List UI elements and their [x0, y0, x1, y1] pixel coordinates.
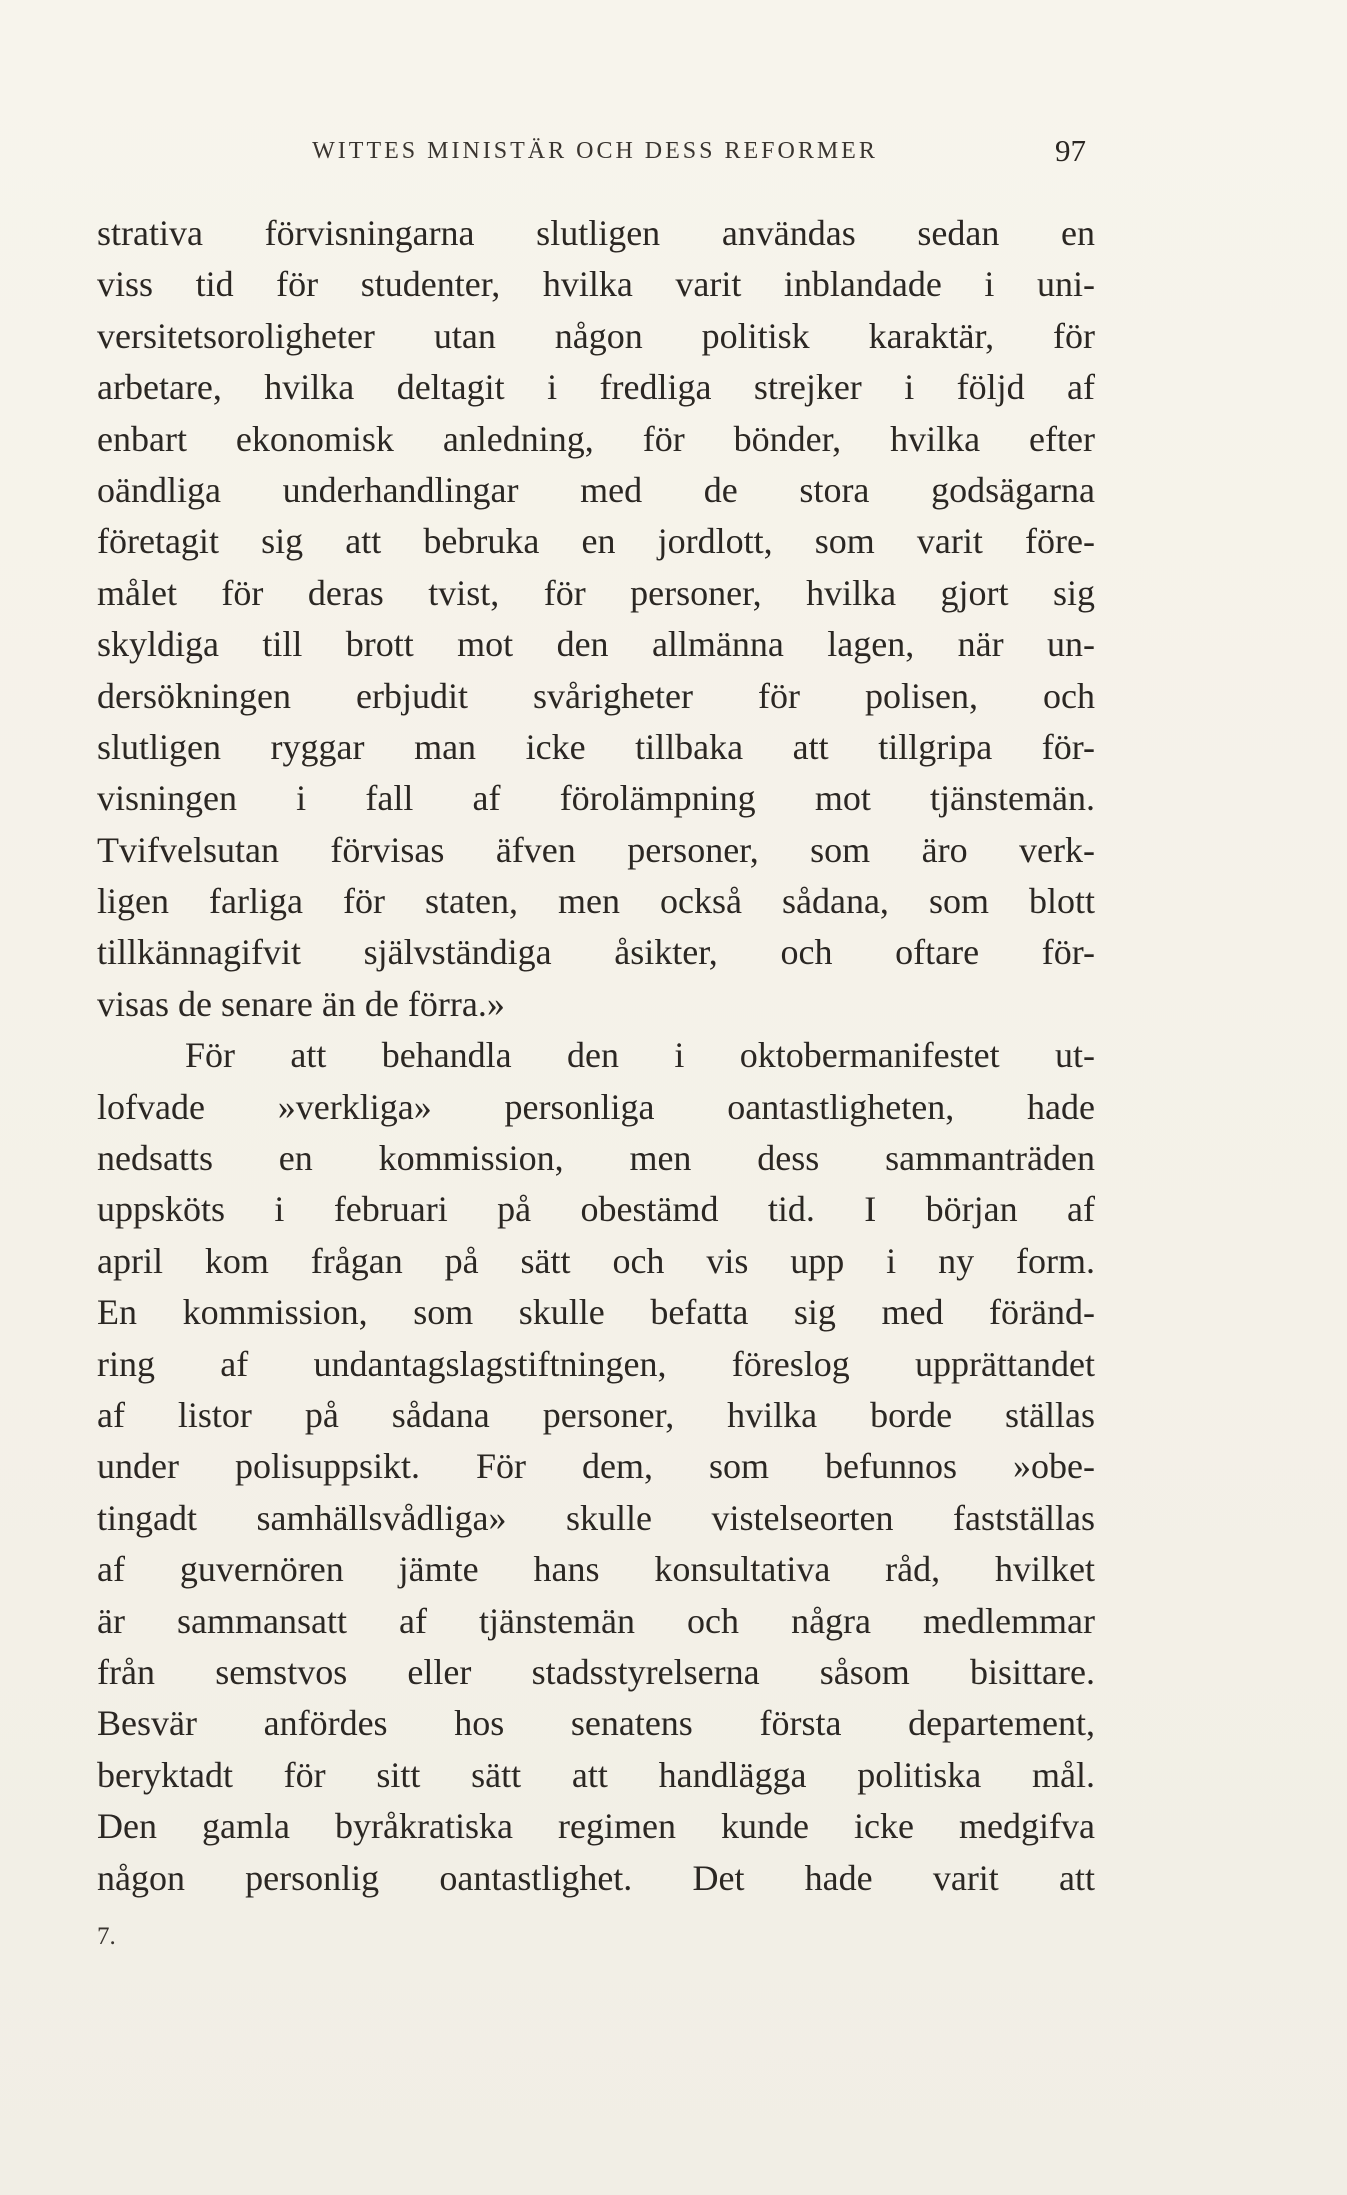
text-line: Besvär anfördes hos senatens första departement, — [97, 1703, 1095, 1744]
text-line: af guvernören jämte hans konsultativa råd, hvilket — [97, 1549, 1095, 1590]
text-line: målet för deras tvist, för personer, hvilka gjort sig — [97, 572, 1095, 613]
text-line: arbetare, hvilka deltagit i fredliga strejker i följd af — [97, 367, 1095, 408]
text-line: april kom frågan på sätt och vis upp i ny form. — [97, 1240, 1095, 1281]
text-line: skyldiga till brott mot den allmänna lagen, när un- — [97, 624, 1095, 665]
text-line: uppsköts i februari på obestämd tid. I början af — [97, 1189, 1095, 1230]
text-line: ring af undantagslagstiftningen, föreslog upprättandet — [97, 1343, 1095, 1384]
text-line: ligen farliga för staten, men också sådana, som blott — [97, 881, 1095, 922]
text-line: företagit sig att bebruka en jordlott, som varit före- — [97, 521, 1095, 562]
running-head: WITTES MINISTÄR OCH DESS REFORMER — [312, 138, 878, 164]
text-line: af listor på sådana personer, hvilka borde ställas — [97, 1394, 1095, 1435]
signature-mark: 7. — [97, 1923, 116, 1950]
text-line: tingadt samhällsvådliga» skulle vistelseorten fastställas — [97, 1497, 1095, 1538]
text-line-paragraph-start: För att behandla den i oktobermanifestet ut- — [185, 1035, 1095, 1076]
text-line: lofvade »verkliga» personliga oantastligheten, hade — [97, 1086, 1095, 1127]
text-line: enbart ekonomisk anledning, för bönder, hvilka efter — [97, 418, 1095, 459]
text-line: beryktadt för sitt sätt att handlägga politiska mål. — [97, 1754, 1095, 1795]
text-line: slutligen ryggar man icke tillbaka att tillgripa för- — [97, 726, 1095, 767]
text-line: versitetsoroligheter utan någon politisk karaktär, för — [97, 315, 1095, 356]
text-line: En kommission, som skulle befatta sig med föränd- — [97, 1292, 1095, 1333]
text-line: Tvifvelsutan förvisas äfven personer, som äro verk- — [97, 829, 1095, 870]
text-line: Den gamla byråkratiska regimen kunde icke medgifva — [97, 1806, 1095, 1847]
text-line: dersökningen erbjudit svårigheter för polisen, och — [97, 675, 1095, 716]
page-number: 97 — [1055, 133, 1086, 168]
body-text — [97, 208, 1095, 1904]
text-line: visningen i fall af förolämpning mot tjänstemän. — [97, 778, 1095, 819]
text-line: visas de senare än de förra.» — [97, 983, 505, 1024]
text-line: viss tid för studenter, hvilka varit inblandade i uni- — [97, 264, 1095, 305]
text-line: under polisuppsikt. För dem, som befunnos »obe- — [97, 1446, 1095, 1487]
text-line: från semstvos eller stadsstyrelserna såsom bisittare. — [97, 1651, 1095, 1692]
text-line: strativa förvisningarna slutligen användas sedan en — [97, 213, 1095, 253]
text-line: tillkännagifvit självständiga åsikter, och oftare för- — [97, 932, 1095, 973]
text-line: oändliga underhandlingar med de stora godsägarna — [97, 469, 1095, 510]
text-line: någon personlig oantastlighet. Det hade varit att — [97, 1857, 1095, 1898]
text-line: nedsatts en kommission, men dess sammanträden — [97, 1138, 1095, 1179]
text-line: är sammansatt af tjänstemän och några medlemmar — [97, 1600, 1095, 1641]
